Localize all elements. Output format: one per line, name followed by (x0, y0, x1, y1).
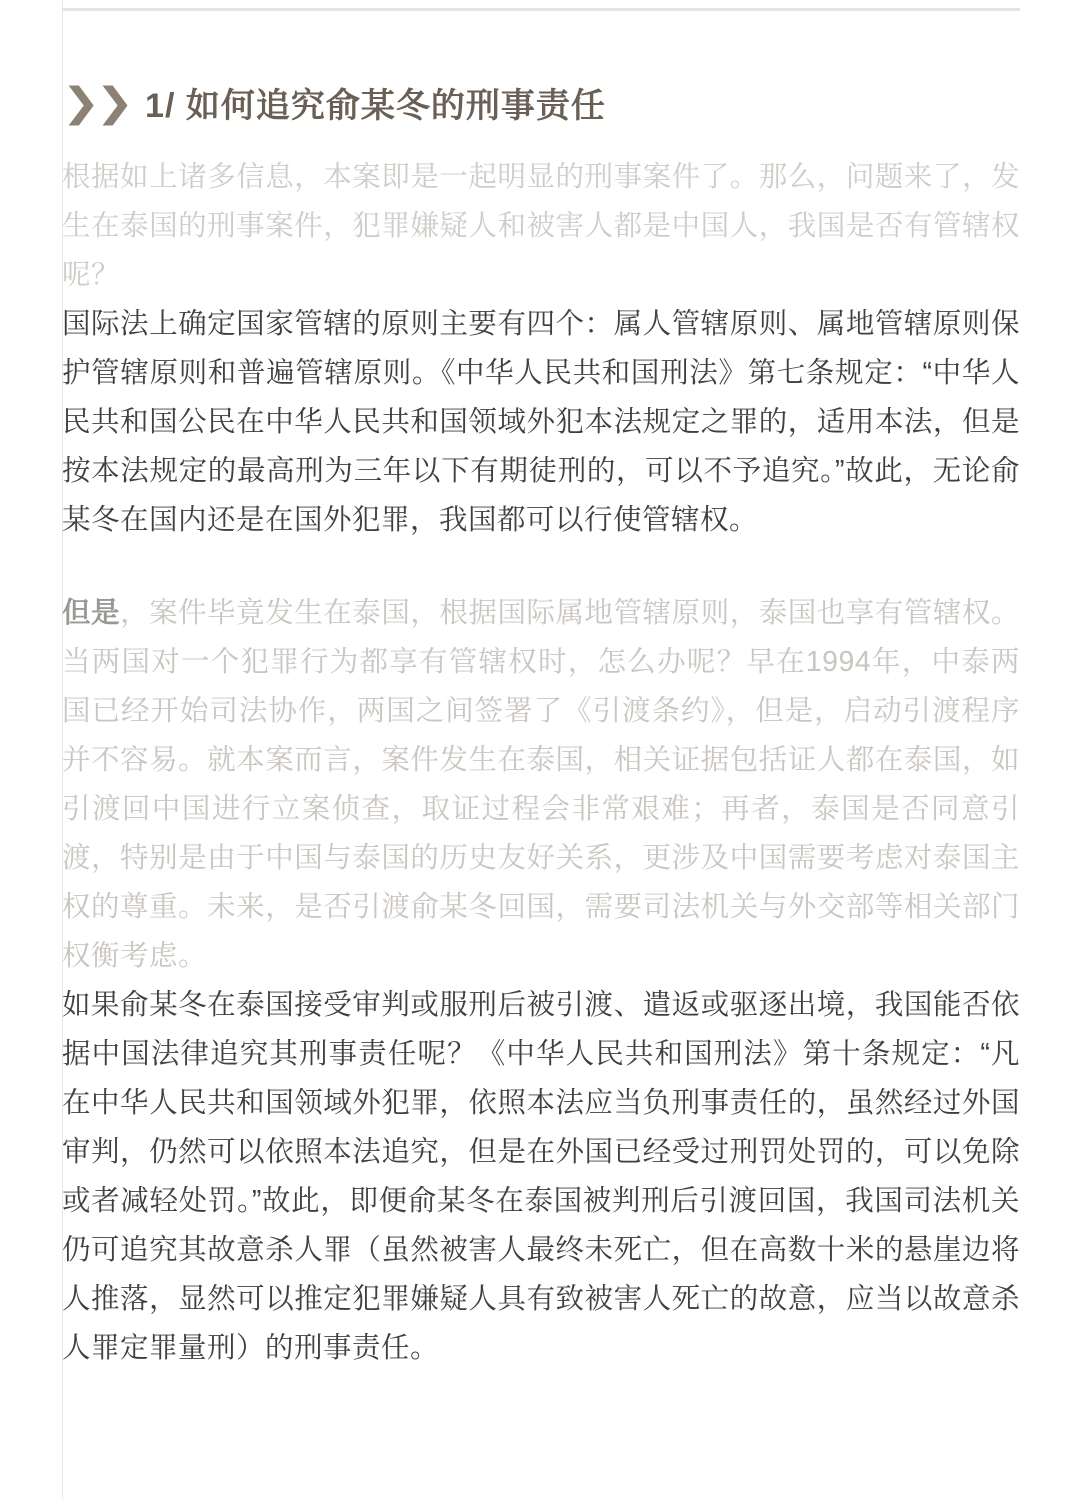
paragraph-however-body: ，案件毕竟发生在泰国，根据国际属地管辖原则，泰国也享有管辖权。当两国对一个犯罪行为都享有管辖权时，怎么办呢？早在1994年，中泰两国已经开始司法协作，两国之间签署了《引渡条约》，但是，启动引渡程序并不容易。就本案而言，案件发生在泰国，相关证据包括证人都在泰国，如引渡回中国进行立案侦查，取证过程会非常艰难；再者，泰国是否同意引渡，特别是由于中国与泰国的历史友好关系，更涉及中国需要考虑对泰国主权的尊重。未来，是否引渡俞某冬回国，需要司法机关与外交部等相关部门权衡考虑。 (62, 597, 1020, 973)
paragraph-jurisdiction: 国际法上确定国家管辖的原则主要有四个：属人管辖原则、属地管辖原则保护管辖原则和普遍管辖原则。《中华人民共和国刑法》第七条规定：“中华人民共和国公民在中华人民共和国领域外犯本法规定之罪的，适用本法，但是按本法规定的最高刑为三年以下有期徒刑的，可以不予追究。”故此，无论俞某冬在国内还是在国外犯罪，我国都可以行使管辖权。 (62, 308, 1020, 537)
article-content (62, 0, 1020, 1373)
section-heading (62, 78, 1020, 127)
section-heading-text: 1/ 如何追究俞某冬的刑事责任 (145, 87, 606, 125)
left-margin-rule (0, 0, 63, 1499)
paragraph-intro: 根据如上诸多信息，本案即是一起明显的刑事案件了。那么，问题来了，发生在泰国的刑事案件，犯罪嫌疑人和被害人都是中国人，我国是否有管辖权呢？ (62, 161, 1020, 292)
paragraph-however-lead: 但是 (62, 597, 121, 630)
double-chevron-right-icon: ❯❯ (61, 80, 130, 125)
paragraph-spacer (62, 545, 1020, 589)
paragraph-however (62, 589, 1020, 981)
paragraph-article-ten: 如果俞某冬在泰国接受审判或服刑后被引渡、遣返或驱逐出境，我国能否依据中国法律追究其刑事责任呢？《中华人民共和国刑法》第十条规定：“凡在中华人民共和国领域外犯罪，依照本法应当负刑事责任的，虽然经过外国审判，仍然可以依照本法追究，但是在外国已经受过刑罚处罚的，可以免除或者减轻处罚。”故此，即便俞某冬在泰国被判刑后引渡回国，我国司法机关仍可追究其故意杀人罪（虽然被害人最终未死亡，但在高数十米的悬崖边将人推落，显然可以推定犯罪嫌疑人具有致被害人死亡的故意，应当以故意杀人罪定罪量刑）的刑事责任。 (62, 989, 1020, 1365)
